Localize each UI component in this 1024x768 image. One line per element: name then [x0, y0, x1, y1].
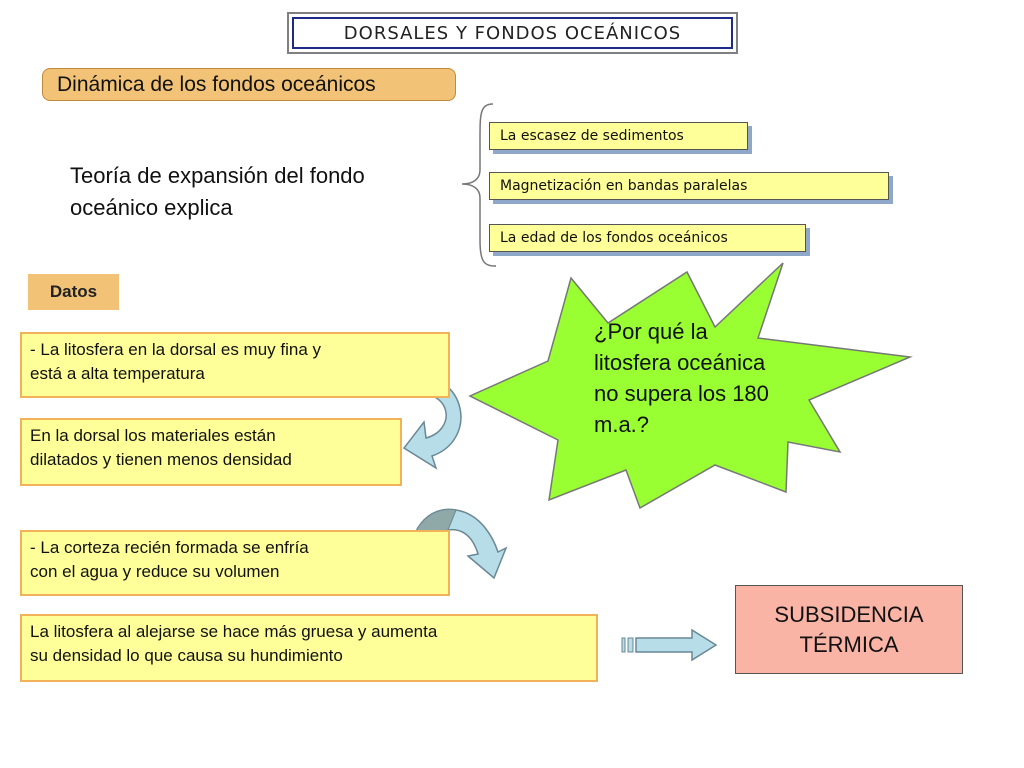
theory-line: Teoría de expansión del fondo	[70, 163, 365, 188]
right-arrow-icon	[622, 630, 716, 660]
question-line: ¿Por qué la	[594, 319, 708, 344]
fact-line: En la dorsal los materiales están	[30, 426, 276, 445]
question-line: litosfera oceánica	[594, 350, 766, 375]
question-line: no supera los 180	[594, 381, 769, 406]
fact-box-1	[20, 332, 450, 398]
fact-line: dilatados y tienen menos densidad	[30, 450, 292, 469]
page-title: DORSALES Y FONDOS OCEÁNICOS	[287, 12, 738, 54]
question-line: m.a.?	[594, 412, 650, 437]
explains-item-age: La edad de los fondos oceánicos	[489, 224, 806, 252]
explains-item-magnetization: Magnetización en bandas paralelas	[489, 172, 889, 200]
fact-line: - La corteza recién formada se enfría	[30, 538, 309, 557]
result-line: TÉRMICA	[799, 632, 899, 657]
theory-text	[70, 160, 430, 224]
subtitle-box: Dinámica de los fondos oceánicos	[42, 68, 456, 101]
fact-box-4	[20, 614, 598, 682]
fact-box-3	[20, 530, 450, 596]
result-line: SUBSIDENCIA	[774, 602, 924, 627]
fact-line: La litosfera al alejarse se hace más gruesa y aumenta	[30, 622, 438, 641]
theory-line: oceánico explica	[70, 195, 233, 220]
result-box	[735, 585, 963, 674]
fact-line: - La litosfera en la dorsal es muy fina y	[30, 340, 322, 359]
fact-line: su densidad lo que causa su hundimiento	[30, 646, 343, 665]
fact-line: con el agua y reduce su volumen	[30, 562, 280, 581]
datos-label: Datos	[28, 274, 119, 310]
question-text	[594, 316, 809, 440]
fact-box-2	[20, 418, 402, 486]
fact-line: está a alta temperatura	[30, 364, 205, 383]
explains-item-sediments: La escasez de sedimentos	[489, 122, 748, 150]
